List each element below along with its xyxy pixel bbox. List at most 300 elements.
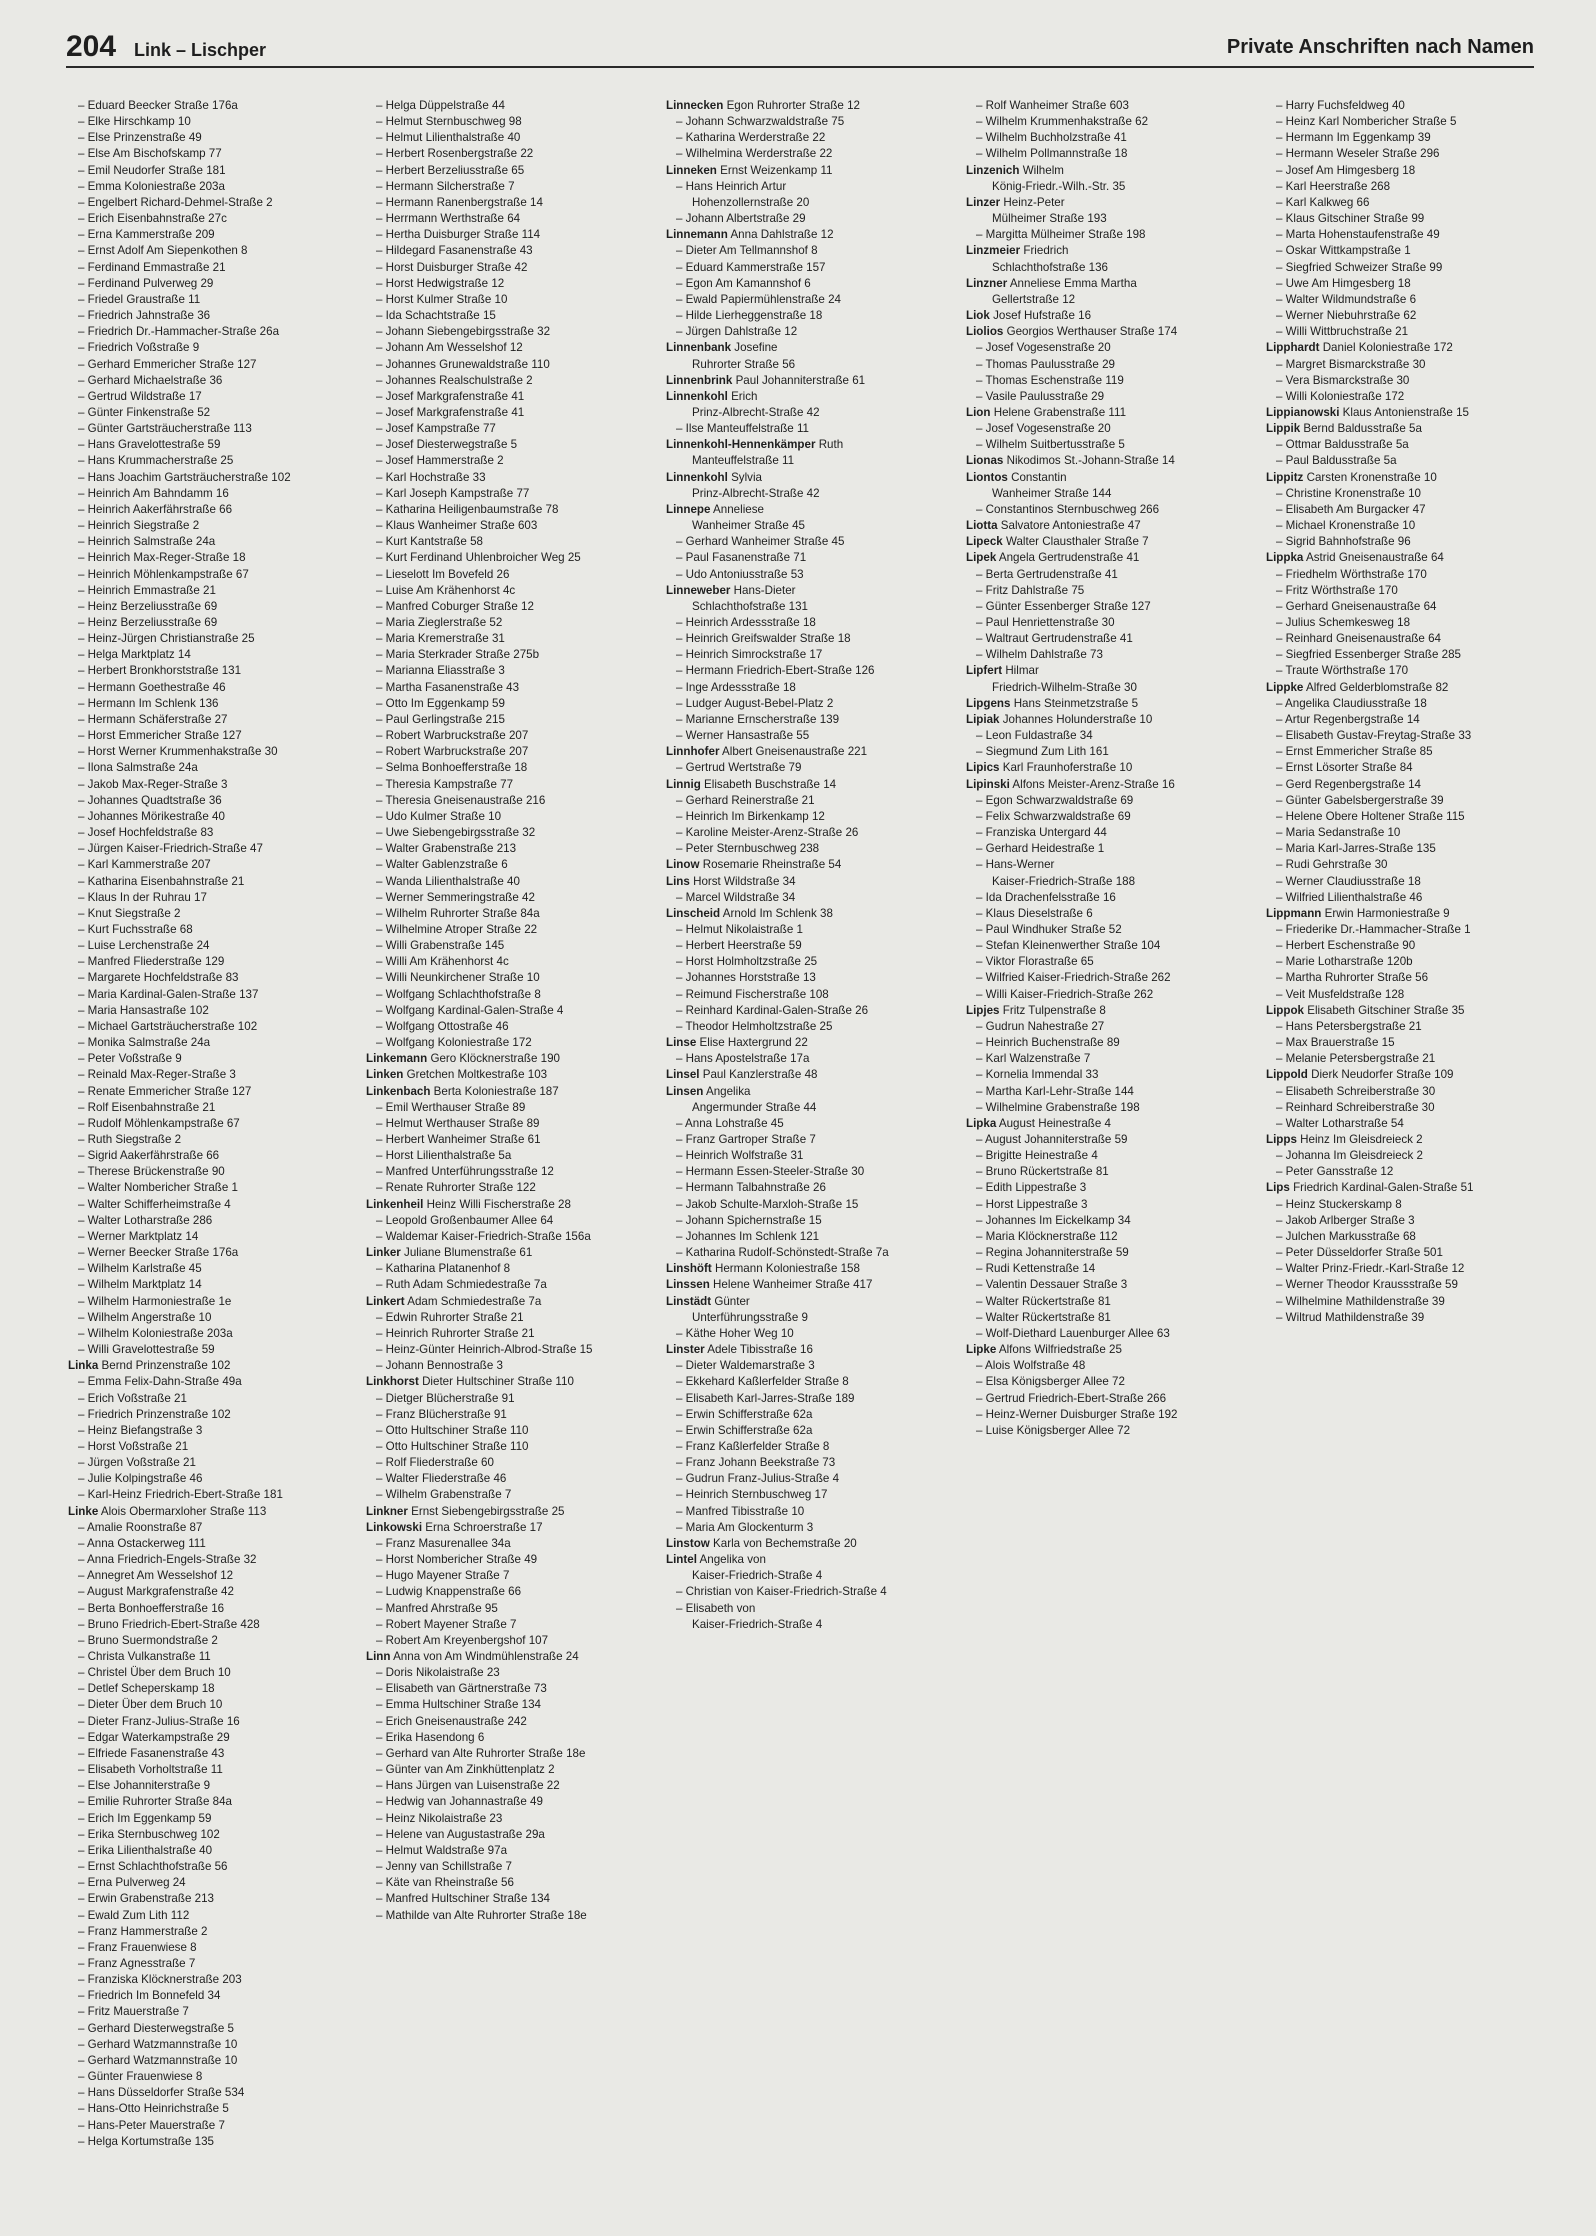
entry-detail: Dierk Neudorfer Straße 109	[1311, 1068, 1454, 1082]
sub-entry: – Robert Warbruckstraße 207	[366, 744, 662, 760]
sub-entry: – Josef Markgrafenstraße 41	[366, 405, 662, 421]
entry-detail: Hans-Dieter	[733, 583, 796, 597]
sub-entry: – Else Am Bischofskamp 77	[68, 146, 364, 162]
sub-entry: – Wolfgang Koloniestraße 172	[366, 1035, 662, 1051]
sub-entry: – Wilhelmine Mathildenstraße 39	[1266, 1294, 1562, 1310]
surname-entry	[366, 1067, 662, 1083]
sub-entry: – Thomas Eschenstraße 119	[966, 373, 1262, 389]
surname: Linkenbach	[366, 1084, 431, 1098]
surname-entry	[966, 308, 1262, 324]
sub-entry: – Jakob Max-Reger-Straße 3	[68, 777, 364, 793]
surname: Lipeck	[966, 535, 1003, 549]
sub-entry: – Emma Felix-Dahn-Straße 49a	[68, 1374, 364, 1390]
sub-entry: – Friedrich Im Bonnefeld 34	[68, 1988, 364, 2004]
sub-entry: – Reinhard Gneisenaustraße 64	[1266, 631, 1562, 647]
sub-entry: – Heinrich Simrockstraße 17	[666, 647, 962, 663]
surname: Linnhofer	[666, 745, 720, 759]
sub-entry: – Erwin Schifferstraße 62a	[666, 1423, 962, 1439]
sub-entry: – Emma Koloniestraße 203a	[68, 179, 364, 195]
sub-entry: – Marie Lotharstraße 120b	[1266, 954, 1562, 970]
entry-detail: Elise Haxtergrund 22	[699, 1036, 808, 1050]
surname: Linker	[366, 1246, 401, 1260]
surname: Linnig	[666, 777, 701, 791]
sub-entry: – Willi Grabenstraße 145	[366, 938, 662, 954]
sub-entry: – Heinrich Max-Reger-Straße 18	[68, 550, 364, 566]
sub-entry: – Ottmar Baldusstraße 5a	[1266, 437, 1562, 453]
sub-entry: – Edith Lippestraße 3	[966, 1180, 1262, 1196]
sub-entry: – Elfriede Fasanenstraße 43	[68, 1746, 364, 1762]
sub-entry: – Walter Gablenzstraße 6	[366, 857, 662, 873]
sub-entry: – Karl-Heinz Friedrich-Ebert-Straße 181	[68, 1487, 364, 1503]
sub-entry: – Theresia Kampstraße 77	[366, 777, 662, 793]
surname: Linnenkohl-Hennenkämper	[666, 438, 816, 452]
sub-entry: – Wilhelm Marktplatz 14	[68, 1277, 364, 1293]
surname-entry	[666, 1342, 962, 1358]
surname: Lion	[966, 405, 991, 419]
sub-entry: – Peter Düsseldorfer Straße 501	[1266, 1245, 1562, 1261]
sub-entry: – Rudi Gehrstraße 30	[1266, 857, 1562, 873]
entry-detail: Anneliese Emma Martha	[1009, 276, 1137, 290]
sub-entry: – Elisabeth Gustav-Freytag-Straße 33	[1266, 728, 1562, 744]
sub-entry: – Karl Kalkweg 66	[1266, 195, 1562, 211]
entry-detail: Anneliese	[713, 502, 764, 516]
sub-entry: – Luise Lerchenstraße 24	[68, 938, 364, 954]
sub-entry: – Uwe Siebengebirgsstraße 32	[366, 825, 662, 841]
address-continuation: Ruhrorter Straße 56	[692, 357, 796, 371]
sub-entry: – Horst Lilienthalstraße 5a	[366, 1148, 662, 1164]
sub-entry: – Horst Voßstraße 21	[68, 1439, 364, 1455]
sub-entry: – Walter Rückertstraße 81	[966, 1310, 1262, 1326]
surname-entry	[966, 195, 1262, 211]
sub-entry: – Eduard Kammerstraße 157	[666, 260, 962, 276]
sub-entry: – Gerd Regenbergstraße 14	[1266, 777, 1562, 793]
sub-entry: – Karl Kammerstraße 207	[68, 857, 364, 873]
sub-entry: – Alois Wolfstraße 48	[966, 1358, 1262, 1374]
address-continuation: Schlachthofstraße 136	[992, 260, 1109, 274]
entry-detail: Gretchen Moltkestraße 103	[406, 1068, 548, 1082]
address-continuation: Wanheimer Straße 144	[992, 486, 1112, 500]
sub-entry: – Manfred Coburger Straße 12	[366, 599, 662, 615]
surname: Linzmeier	[966, 244, 1021, 258]
sub-entry: – Wilhelm Grabenstraße 7	[366, 1487, 662, 1503]
surname-entry	[966, 405, 1262, 421]
sub-entry: – Michael Gartsträucherstraße 102	[68, 1019, 364, 1035]
sub-entry: – Theresia Gneisenaustraße 216	[366, 793, 662, 809]
surname: Liok	[966, 309, 990, 323]
sub-entry: – Hans Gravelottestraße 59	[68, 437, 364, 453]
address-continuation: König-Friedr.-Wilh.-Str. 35	[992, 179, 1126, 193]
surname-entry	[966, 550, 1262, 566]
surname-entry	[1266, 340, 1562, 356]
sub-entry: – Otto Hultschiner Straße 110	[366, 1439, 662, 1455]
surname: Lipjes	[966, 1003, 1000, 1017]
sub-entry: – Maria Zieglerstraße 52	[366, 615, 662, 631]
surname: Lipps	[1266, 1133, 1297, 1146]
sub-entry: – Friedrich Dr.-Hammacher-Straße 26a	[68, 324, 364, 340]
sub-entry: – Walter Lotharstraße 286	[68, 1213, 364, 1229]
sub-entry: – Emil Werthauser Straße 89	[366, 1100, 662, 1116]
sub-entry: – Elsa Königsberger Allee 72	[966, 1374, 1262, 1390]
sub-entry: – Klaus In der Ruhrau 17	[68, 890, 364, 906]
entry-detail: Alfons Meister-Arenz-Straße 16	[1012, 777, 1175, 791]
surname-entry	[1266, 550, 1562, 566]
surname: Linken	[366, 1068, 404, 1082]
sub-entry: – Hilde Lierheggenstraße 18	[666, 308, 962, 324]
sub-entry: – Felix Schwarzwaldstraße 69	[966, 809, 1262, 825]
surname-entry	[966, 760, 1262, 776]
surname: Lipke	[966, 1343, 997, 1357]
entry-detail: Egon Ruhrorter Straße 12	[726, 99, 860, 112]
entry-detail: Adele Tibisstraße 16	[707, 1343, 813, 1357]
sub-entry: – Renate Ruhrorter Straße 122	[366, 1180, 662, 1196]
sub-entry: – Friedel Graustraße 11	[68, 292, 364, 308]
sub-entry: – Horst Duisburger Straße 42	[366, 260, 662, 276]
entry-detail: Alfred Gelderblomstraße 82	[1305, 680, 1449, 694]
entry-detail: Heinz-Peter	[1003, 195, 1065, 209]
entry-detail: Helene Wanheimer Straße 417	[713, 1278, 873, 1292]
sub-entry: – Wolf-Diethard Lauenburger Allee 63	[966, 1326, 1262, 1342]
sub-entry: – Katharina Werderstraße 22	[666, 130, 962, 146]
sub-entry: – Helmut Waldstraße 97a	[366, 1843, 662, 1859]
sub-entry: – Horst Hedwigstraße 12	[366, 276, 662, 292]
sub-entry: – Peter Sternbuschweg 238	[666, 841, 962, 857]
sub-entry: – Christine Kronenstraße 10	[1266, 486, 1562, 502]
sub-entry: – Friedrich Jahnstraße 36	[68, 308, 364, 324]
surname: Lippianowski	[1266, 405, 1340, 419]
sub-entry: – Helga Düppelstraße 44	[366, 98, 662, 114]
sub-entry: – Walter Fliederstraße 46	[366, 1471, 662, 1487]
sub-entry: – Günter van Am Zinkhüttenplatz 2	[366, 1762, 662, 1778]
surname-entry	[966, 696, 1262, 712]
sub-entry: – Katharina Rudolf-Schönstedt-Straße 7a	[666, 1245, 962, 1261]
surname: Linstow	[666, 1536, 710, 1550]
surname-entry	[68, 1358, 364, 1374]
sub-entry: – Bruno Friedrich-Ebert-Straße 428	[68, 1617, 364, 1633]
surname-entry	[666, 340, 962, 356]
surname: Lipfert	[966, 664, 1003, 678]
sub-entry: – Wilhelm Suitbertusstraße 5	[966, 437, 1262, 453]
sub-entry: – Werner Beecker Straße 176a	[68, 1245, 364, 1261]
sub-entry: – Michael Kronenstraße 10	[1266, 518, 1562, 534]
sub-entry: – Dieter Franz-Julius-Straße 16	[68, 1714, 364, 1730]
sub-entry: – Werner Marktplatz 14	[68, 1229, 364, 1245]
directory-column-4	[966, 98, 1262, 2218]
sub-entry: – Friedrich Prinzenstraße 102	[68, 1407, 364, 1423]
sub-entry: – Heinz Berzeliusstraße 69	[68, 599, 364, 615]
sub-entry: – Monika Salmstraße 24a	[68, 1035, 364, 1051]
sub-entry: – Veit Musfeldstraße 128	[1266, 987, 1562, 1003]
sub-entry: – Mathilde van Alte Ruhrorter Straße 18e	[366, 1908, 662, 1924]
sub-entry: – Hermann Weseler Straße 296	[1266, 146, 1562, 162]
sub-entry: – Reinhard Kardinal-Galen-Straße 26	[666, 1003, 962, 1019]
sub-entry: – Anna Ostackerweg 111	[68, 1536, 364, 1552]
sub-entry: – Doris Nikolaistraße 23	[366, 1665, 662, 1681]
entry-detail: Horst Wildstraße 34	[693, 874, 796, 888]
sub-entry: – Klaus Wanheimer Straße 603	[366, 518, 662, 534]
directory-column-5	[1266, 98, 1562, 2218]
sub-entry: – Waldemar Kaiser-Friedrich-Straße 156a	[366, 1229, 662, 1245]
sub-entry: – Katharina Platanenhof 8	[366, 1261, 662, 1277]
entry-detail: Bernd Baldusstraße 5a	[1303, 422, 1422, 436]
sub-entry: – Willi Wittbruchstraße 21	[1266, 324, 1562, 340]
sub-entry: – Josef Markgrafenstraße 41	[366, 389, 662, 405]
sub-entry: – Kornelia Immendal 33	[966, 1067, 1262, 1083]
surname: Linzner	[966, 276, 1008, 290]
sub-entry: – Rudi Kettenstraße 14	[966, 1261, 1262, 1277]
address-continuation: Friedrich-Wilhelm-Straße 30	[992, 680, 1137, 694]
sub-entry: – Robert Mayener Straße 7	[366, 1617, 662, 1633]
sub-entry: – Ilona Salmstraße 24a	[68, 760, 364, 776]
sub-entry: – Heinrich Ardessstraße 18	[666, 615, 962, 631]
sub-entry: – Hermann Friedrich-Ebert-Straße 126	[666, 663, 962, 679]
entry-detail: Josefine	[734, 341, 778, 355]
sub-entry: – Horst Lippestraße 3	[966, 1197, 1262, 1213]
sub-entry: – Günter Gabelsbergerstraße 39	[1266, 793, 1562, 809]
sub-entry: – Gudrun Nahestraße 27	[966, 1019, 1262, 1035]
sub-entry: – Hermann Schäferstraße 27	[68, 712, 364, 728]
sub-entry: – Ida Drachenfelsstraße 16	[966, 890, 1262, 906]
surname: Linkert	[366, 1294, 405, 1308]
sub-entry: – Ewald Papiermühlenstraße 24	[666, 292, 962, 308]
sub-entry: – Hermann Ranenbergstraße 14	[366, 195, 662, 211]
entry-detail: Josef Hufstraße 16	[993, 309, 1092, 323]
entry-detail: Friedrich	[1023, 244, 1069, 258]
surname: Linn	[366, 1650, 391, 1663]
sub-entry: – Heinz Karl Nombericher Straße 5	[1266, 114, 1562, 130]
surname-entry	[666, 857, 962, 873]
entry-detail: Sylvia	[731, 470, 763, 484]
address-continuation: Kaiser-Friedrich-Straße 4	[692, 1617, 823, 1631]
entry-detail: Fritz Tulpenstraße 8	[1002, 1003, 1106, 1017]
sub-entry: – Erich Im Eggenkamp 59	[68, 1811, 364, 1827]
sub-entry: – Franz Kaßlerfelder Straße 8	[666, 1439, 962, 1455]
sub-entry: – Paul Gerlingstraße 215	[366, 712, 662, 728]
surname-entry	[966, 470, 1262, 486]
directory-column-3	[666, 98, 962, 2218]
sub-entry: – Heinrich Ruhrorter Straße 21	[366, 1326, 662, 1342]
surname-entry	[666, 1067, 962, 1083]
surname: Linnepe	[666, 502, 711, 516]
sub-entry: – Emma Hultschiner Straße 134	[366, 1697, 662, 1713]
sub-entry: – Melanie Petersbergstraße 21	[1266, 1051, 1562, 1067]
surname-entry	[366, 1197, 662, 1213]
sub-entry: – Knut Siegstraße 2	[68, 906, 364, 922]
address-continuation: Manteuffelstraße 11	[692, 454, 795, 468]
sub-entry: – Marianna Eliasstraße 3	[366, 663, 662, 679]
surname-entry	[666, 502, 962, 518]
sub-entry: – Friedrich Voßstraße 9	[68, 340, 364, 356]
sub-entry: – Walter Rückertstraße 81	[966, 1294, 1262, 1310]
surname: Lionas	[966, 454, 1004, 468]
sub-entry: – Siegfried Schweizer Straße 99	[1266, 260, 1562, 276]
sub-entry: – Rolf Wanheimer Straße 603	[966, 98, 1262, 114]
entry-detail: Paul Kanzlerstraße 48	[702, 1068, 818, 1082]
sub-entry: – Ekkehard Kaßlerfelder Straße 8	[666, 1374, 962, 1390]
sub-entry: – Heinz Nikolaistraße 23	[366, 1811, 662, 1827]
surname-entry	[966, 276, 1262, 292]
surname-entry	[666, 98, 962, 114]
sub-entry: – Edwin Ruhrorter Straße 21	[366, 1310, 662, 1326]
surname: Linshöft	[666, 1262, 712, 1276]
surname-entry	[1266, 421, 1562, 437]
sub-entry: – Constantinos Sternbuschweg 266	[966, 502, 1262, 518]
sub-entry: – Josef Vogesenstraße 20	[966, 340, 1262, 356]
sub-entry: – Heinrich Siegstraße 2	[68, 518, 364, 534]
sub-entry: – Rolf Fliederstraße 60	[366, 1455, 662, 1471]
entry-detail: Erich	[731, 389, 758, 403]
sub-entry: – Herbert Wanheimer Straße 61	[366, 1132, 662, 1148]
entry-detail: Adam Schmiedestraße 7a	[407, 1294, 542, 1308]
entry-detail: Elisabeth Buschstraße 14	[704, 777, 837, 791]
sub-entry: – Erich Eisenbahnstraße 27c	[68, 211, 364, 227]
sub-entry: – Erika Sternbuschweg 102	[68, 1827, 364, 1843]
sub-entry: – Hans Petersbergstraße 21	[1266, 1019, 1562, 1035]
entry-detail: Karl Fraunhoferstraße 10	[1002, 761, 1133, 775]
surname-entry	[1266, 470, 1562, 486]
sub-entry: – Dietger Blücherstraße 91	[366, 1391, 662, 1407]
sub-entry: – Uwe Am Himgesberg 18	[1266, 276, 1562, 292]
sub-entry: – Robert Am Kreyenbergshof 107	[366, 1633, 662, 1649]
sub-entry: – Hermann Essen-Steeler-Straße 30	[666, 1164, 962, 1180]
sub-entry: – Wilhelm Buchholzstraße 41	[966, 130, 1262, 146]
sub-entry: – Wilhelmine Grabenstraße 198	[966, 1100, 1262, 1116]
sub-entry: – Franziska Klöcknerstraße 203	[68, 1972, 364, 1988]
sub-entry: – Robert Warbruckstraße 207	[366, 728, 662, 744]
sub-entry: – Margarete Hochfeldstraße 83	[68, 970, 364, 986]
sub-entry: – Martha Karl-Lehr-Straße 144	[966, 1084, 1262, 1100]
surname-entry	[68, 1504, 364, 1520]
surname-entry	[966, 1342, 1262, 1358]
sub-entry: – Franz Frauenwiese 8	[68, 1940, 364, 1956]
surname: Linscheid	[666, 906, 721, 920]
sub-entry: – Wiltrud Mathildenstraße 39	[1266, 1310, 1562, 1326]
sub-entry: – Emilie Ruhrorter Straße 84a	[68, 1794, 364, 1810]
surname: Liolios	[966, 325, 1004, 339]
surname-entry	[366, 1504, 662, 1520]
surname-entry	[966, 1116, 1262, 1132]
entry-detail: Angelika von	[699, 1553, 766, 1567]
sub-entry: – Ernst Adolf Am Siepenkothen 8	[68, 243, 364, 259]
sub-entry: – Angelika Claudiusstraße 18	[1266, 696, 1562, 712]
sub-entry: – Franziska Untergard 44	[966, 825, 1262, 841]
sub-entry: – Rudolf Möhlenkampstraße 67	[68, 1116, 364, 1132]
sub-entry: – Johannes Mörikestraße 40	[68, 809, 364, 825]
surname: Lippok	[1266, 1003, 1304, 1017]
sub-entry: – Johann Schwarzwaldstraße 75	[666, 114, 962, 130]
sub-entry: – Heinrich Wolfstraße 31	[666, 1148, 962, 1164]
entry-detail: Carsten Kronenstraße 10	[1306, 470, 1437, 484]
sub-entry: – Luise Königsberger Allee 72	[966, 1423, 1262, 1439]
sub-entry: – Harry Fuchsfeldweg 40	[1266, 98, 1562, 114]
sub-entry: – Hugo Mayener Straße 7	[366, 1568, 662, 1584]
sub-entry: – Johann Albertstraße 29	[666, 211, 962, 227]
surname: Linnemann	[666, 228, 728, 242]
sub-entry: – Karl Joseph Kampstraße 77	[366, 486, 662, 502]
sub-entry: – Jürgen Voßstraße 21	[68, 1455, 364, 1471]
sub-entry: – Walter Lotharstraße 54	[1266, 1116, 1562, 1132]
sub-entry: – Werner Semmeringstraße 42	[366, 890, 662, 906]
sub-entry: – Maria Am Glockenturm 3	[666, 1520, 962, 1536]
sub-entry: – Eduard Beecker Straße 176a	[68, 98, 364, 114]
sub-entry: – Else Johanniterstraße 9	[68, 1778, 364, 1794]
address-continuation: Wanheimer Straße 45	[692, 519, 805, 533]
surname-entry	[966, 712, 1262, 728]
sub-entry: – Hans Krummacherstraße 25	[68, 453, 364, 469]
sub-entry: – Erika Hasendong 6	[366, 1730, 662, 1746]
sub-entry: – Kurt Ferdinand Uhlenbroicher Weg 25	[366, 550, 662, 566]
sub-entry: – Ludger August-Bebel-Platz 2	[666, 696, 962, 712]
entry-detail: Alfons Wilfriedstraße 25	[998, 1343, 1122, 1357]
sub-entry: – Margitta Mülheimer Straße 198	[966, 227, 1262, 243]
sub-entry: – Gerhard Michaelstraße 36	[68, 373, 364, 389]
sub-entry: – Wolfgang Kardinal-Galen-Straße 4	[366, 1003, 662, 1019]
surname: Lipgens	[966, 696, 1011, 710]
sub-entry: – Erich Voßstraße 21	[68, 1391, 364, 1407]
surname: Linnenbank	[666, 341, 732, 355]
sub-entry: – Wilhelmina Werderstraße 22	[666, 146, 962, 162]
sub-entry: – August Johanniterstraße 59	[966, 1132, 1262, 1148]
sub-entry: – Ernst Lösorter Straße 84	[1266, 760, 1562, 776]
sub-entry: – Edgar Waterkampstraße 29	[68, 1730, 364, 1746]
sub-entry: – Elisabeth Schreiberstraße 30	[1266, 1084, 1562, 1100]
sub-entry: – Udo Kulmer Straße 10	[366, 809, 662, 825]
entry-detail: Angelika	[705, 1084, 751, 1098]
sub-entry: – Ferdinand Pulverweg 29	[68, 276, 364, 292]
entry-detail: Heinz Willi Fischerstraße 28	[426, 1197, 571, 1211]
sub-entry: – Wolfgang Ottostraße 46	[366, 1019, 662, 1035]
sub-entry: – Maria Karl-Jarres-Straße 135	[1266, 841, 1562, 857]
sub-entry: – Manfred Ahrstraße 95	[366, 1601, 662, 1617]
sub-entry: – Josef Vogesenstraße 20	[966, 421, 1262, 437]
sub-entry: – Christa Vulkanstraße 11	[68, 1649, 364, 1665]
surname: Linnecken	[666, 99, 724, 112]
address-continuation: Angermunder Straße 44	[692, 1100, 817, 1114]
sub-entry: – Heinz Stuckerskamp 8	[1266, 1197, 1562, 1213]
sub-entry: – Valentin Dessauer Straße 3	[966, 1277, 1262, 1293]
surname-entry	[966, 243, 1262, 259]
sub-entry: – Josef Hochfeldstraße 83	[68, 825, 364, 841]
entry-detail: Bernd Prinzenstraße 102	[101, 1359, 231, 1373]
sub-entry: – Leon Fuldastraße 34	[966, 728, 1262, 744]
sub-entry: – Klaus Gitschiner Straße 99	[1266, 211, 1562, 227]
sub-entry: – Walter Wildmundstraße 6	[1266, 292, 1562, 308]
sub-entry: – Ernst Schlachthofstraße 56	[68, 1859, 364, 1875]
sub-entry: – Jakob Schulte-Marxloh-Straße 15	[666, 1197, 962, 1213]
sub-entry: – Hildegard Fasanenstraße 43	[366, 243, 662, 259]
sub-entry: – Margret Bismarckstraße 30	[1266, 357, 1562, 373]
entry-detail: August Heinestraße 4	[998, 1116, 1112, 1130]
sub-entry: – Johann Spichernstraße 15	[666, 1213, 962, 1229]
surname-entry	[1266, 680, 1562, 696]
entry-detail: Walter Clausthaler Straße 7	[1005, 535, 1149, 549]
entry-detail: Nikodimos St.-Johann-Straße 14	[1006, 454, 1175, 468]
sub-entry: – Johannes Im Eickelkamp 34	[966, 1213, 1262, 1229]
surname: Linnenkohl	[666, 470, 728, 484]
sub-entry: – Traute Wörthstraße 170	[1266, 663, 1562, 679]
sub-entry: – Erwin Grabenstraße 213	[68, 1891, 364, 1907]
sub-entry: – Gerhard Watzmannstraße 10	[68, 2037, 364, 2053]
sub-entry: – Friedhelm Wörthstraße 170	[1266, 567, 1562, 583]
surname: Linneweber	[666, 583, 731, 597]
sub-entry: – Wilhelm Angerstraße 10	[68, 1310, 364, 1326]
sub-entry: – Helmut Lilienthalstraße 40	[366, 130, 662, 146]
surname: Linnenbrink	[666, 373, 733, 387]
sub-entry: – Gertrud Wertstraße 79	[666, 760, 962, 776]
sub-entry: – Otto Hultschiner Straße 110	[366, 1423, 662, 1439]
sub-entry: – Katharina Eisenbahnstraße 21	[68, 874, 364, 890]
sub-entry: – Horst Nombericher Straße 49	[366, 1552, 662, 1568]
sub-entry: – Willi Gravelottestraße 59	[68, 1342, 364, 1358]
